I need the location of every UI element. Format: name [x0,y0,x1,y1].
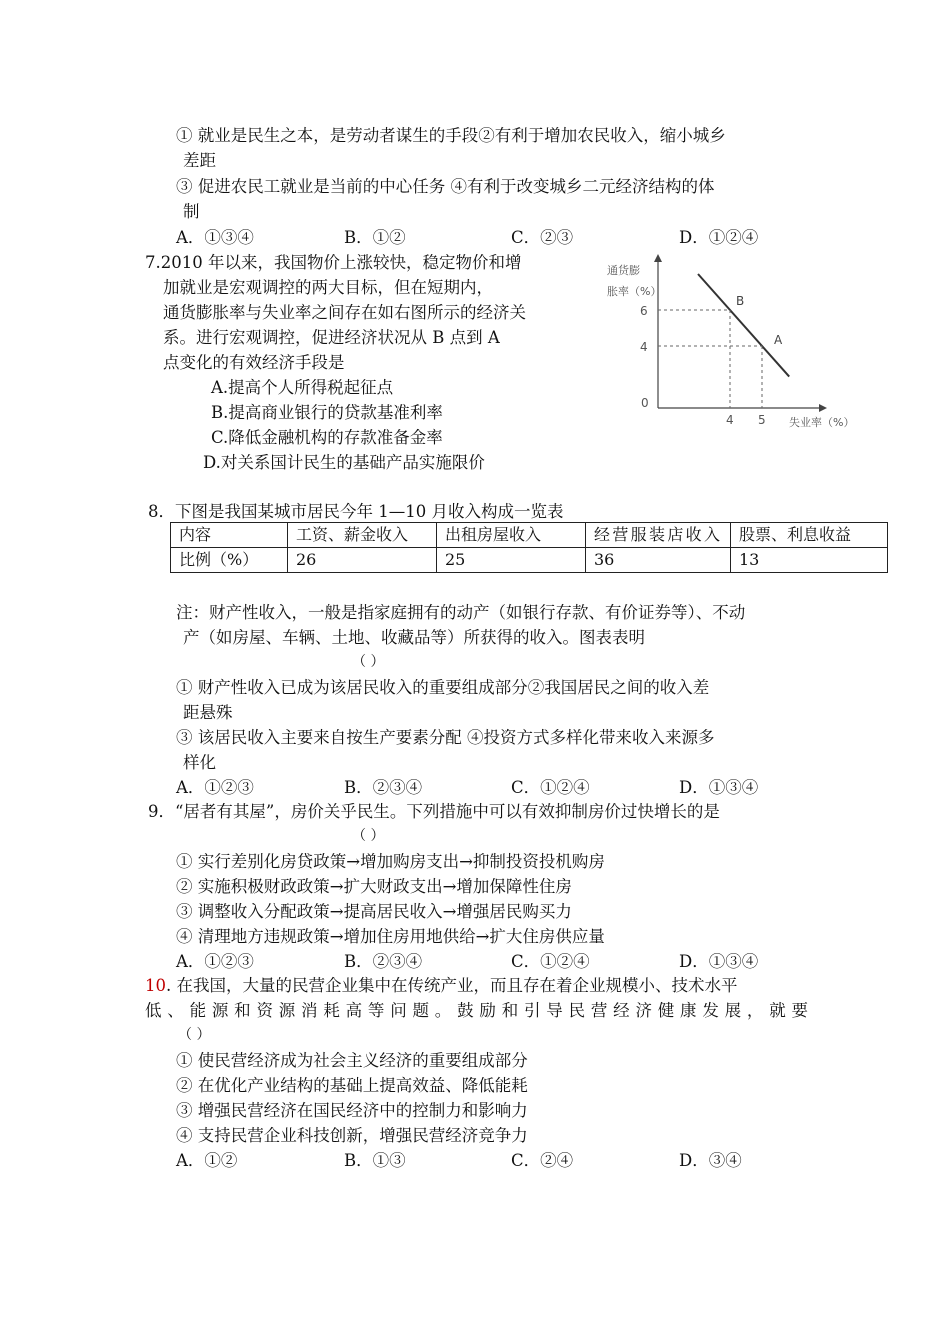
q10-choice-c[interactable]: C．②④ [511,1151,574,1170]
table-row [171,548,888,573]
q6-choice-a[interactable]: A．①③④ [176,228,254,247]
q7-stem-line-2: 加就业是宏观调控的两大目标，但在短期内， [163,278,493,297]
q10-stem-text-2: 低、能源和资源消耗高等问题。鼓励和引导民营经济健康发展，就要 [145,1001,808,1020]
q7-stem-line-4: 系。进行宏观调控，促进经济状况从 B 点到 A [163,328,500,347]
q8-title: 8．下图是我国某城市居民今年 1—10 月收入构成一览表 [148,502,564,521]
q8-answer-paren[interactable]: （ ） [352,654,385,670]
table-cell: 26 [288,548,437,573]
table-header-cell: 内容 [171,523,288,548]
q9-choice-b[interactable]: B．②③④ [344,952,423,971]
q6-option-1-2: ① 就业是民生之本，是劳动者谋生的手段②有利于增加农民收入，缩小城乡 [176,126,726,145]
q8-option-3-4-cont: 样化 [183,753,216,772]
table-header-cell: 股票、利息收益 [731,523,888,548]
x-axis-label: 失业率（%） [789,416,855,429]
table-cell: 25 [437,548,586,573]
y-axis-label-2: 胀率（%） [607,285,662,298]
q8-option-3-4: ③ 该居民收入主要来自按生产要素分配 ④投资方式多样化带来收入来源多 [176,728,715,747]
q6-choice-d[interactable]: D．①②④ [679,228,759,247]
q6-choice-b[interactable]: B．①② [344,228,406,247]
q9-answer-paren[interactable]: （ ） [352,828,385,844]
y-axis-arrow [654,254,662,262]
q7-choice-d[interactable]: D.对关系国计民生的基础产品实施限价 [203,453,485,472]
q10-option-3: ③ 增强民营经济在国民经济中的控制力和影响力 [176,1101,528,1120]
table-row-label: 比例（%） [171,548,288,573]
q9-choice-d[interactable]: D．①③④ [679,952,759,971]
origin-label: 0 [641,396,649,410]
q6-option-3-4: ③ 促进农民工就业是当前的中心任务 ④有利于改变城乡二元经济结构的体 [176,177,715,196]
q9-choice-a[interactable]: A．①②③ [176,952,254,971]
q10-number: 10 [145,976,166,995]
q9-option-3: ③ 调整收入分配政策→提高居民收入→增强居民购买力 [176,902,572,921]
q9-option-2: ② 实施积极财政政策→扩大财政支出→增加保障性住房 [176,877,572,896]
q8-choice-a[interactable]: A．①②③ [176,778,254,797]
point-label-A: A [774,333,783,347]
q6-option-1-2-cont: 差距 [183,151,216,170]
point-label-B: B [736,294,745,308]
q10-option-4: ④ 支持民营企业科技创新，增强民营经济竞争力 [176,1126,528,1145]
q10-choice-b[interactable]: B．①③ [344,1151,406,1170]
y-axis-label-1: 通货膨 [607,264,640,277]
x-axis-arrow [819,404,827,412]
q7-stem-line-3: 通货膨胀率与失业率之间存在如右图所示的经济关 [163,303,526,322]
q7-stem-line-1: 7.2010 年以来，我国物价上涨较快，稳定物价和增 [145,253,522,272]
q10-option-2: ② 在优化产业结构的基础上提高效益、降低能耗 [176,1076,528,1095]
x-tick-label: 5 [758,413,766,427]
table-header-cell: 工资、薪金收入 [288,523,437,548]
table-header-cell [586,523,731,548]
table-cell: 13 [731,548,888,573]
phillips-curve-chart [595,250,865,435]
q9-option-4: ④ 清理地方违规政策→增加住房用地供给→扩大住房供应量 [176,927,605,946]
q7-choice-a[interactable]: A.提高个人所得税起征点 [211,378,394,397]
x-tick-label: 4 [726,413,734,427]
phillips-curve-line [698,274,789,377]
table-header-cell: 出租房屋收入 [437,523,586,548]
q9-title: 9．“居者有其屋”，房价关乎民生。下列措施中可以有效抑制房价过快增长的是 [148,802,720,821]
q10-option-1: ① 使民营经济成为社会主义经济的重要组成部分 [176,1051,528,1070]
income-table [170,522,888,573]
q10-answer-paren[interactable]: （ ） [178,1027,211,1043]
q10-choice-a[interactable]: A．①② [176,1151,238,1170]
q8-note-line-1: 注：财产性收入，一般是指家庭拥有的动产（如银行存款、有价证券等）、不动 [176,603,746,622]
q10-choice-d[interactable]: D．③④ [679,1151,742,1170]
q8-option-1-2-cont: 距悬殊 [183,703,233,722]
q7-choice-b[interactable]: B.提高商业银行的贷款基准利率 [211,403,443,422]
q6-option-3-4-cont: 制 [183,202,200,221]
table-cell: 36 [586,548,731,573]
q8-option-1-2: ① 财产性收入已成为该居民收入的重要组成部分②我国居民之间的收入差 [176,678,710,697]
table-header-row [171,523,888,548]
q8-choice-c[interactable]: C．①②④ [511,778,590,797]
q8-note-line-2: 产（如房屋、车辆、土地、收藏品等）所获得的收入。图表表明 [183,628,645,647]
y-tick-label: 6 [640,304,648,318]
q9-option-1: ① 实行差别化房贷政策→增加购房支出→抑制投资投机购房 [176,852,605,871]
y-tick-label: 4 [640,340,648,354]
q9-choice-c[interactable]: C．①②④ [511,952,590,971]
q8-choice-d[interactable]: D．①③④ [679,778,759,797]
q10-stem-line-2 [145,999,808,1023]
q7-stem-line-5: 点变化的有效经济手段是 [163,353,345,372]
q10-stem-line-1 [145,974,738,998]
q10-stem-text: . 在我国，大量的民营企业集中在传统产业，而且存在着企业规模小、技术水平 [166,976,738,995]
table-header-text: 经营服装店收入 [594,525,722,544]
q6-choice-c[interactable]: C．②③ [511,228,574,247]
q8-choice-b[interactable]: B．②③④ [344,778,423,797]
q7-choice-c[interactable]: C.降低金融机构的存款准备金率 [211,428,443,447]
